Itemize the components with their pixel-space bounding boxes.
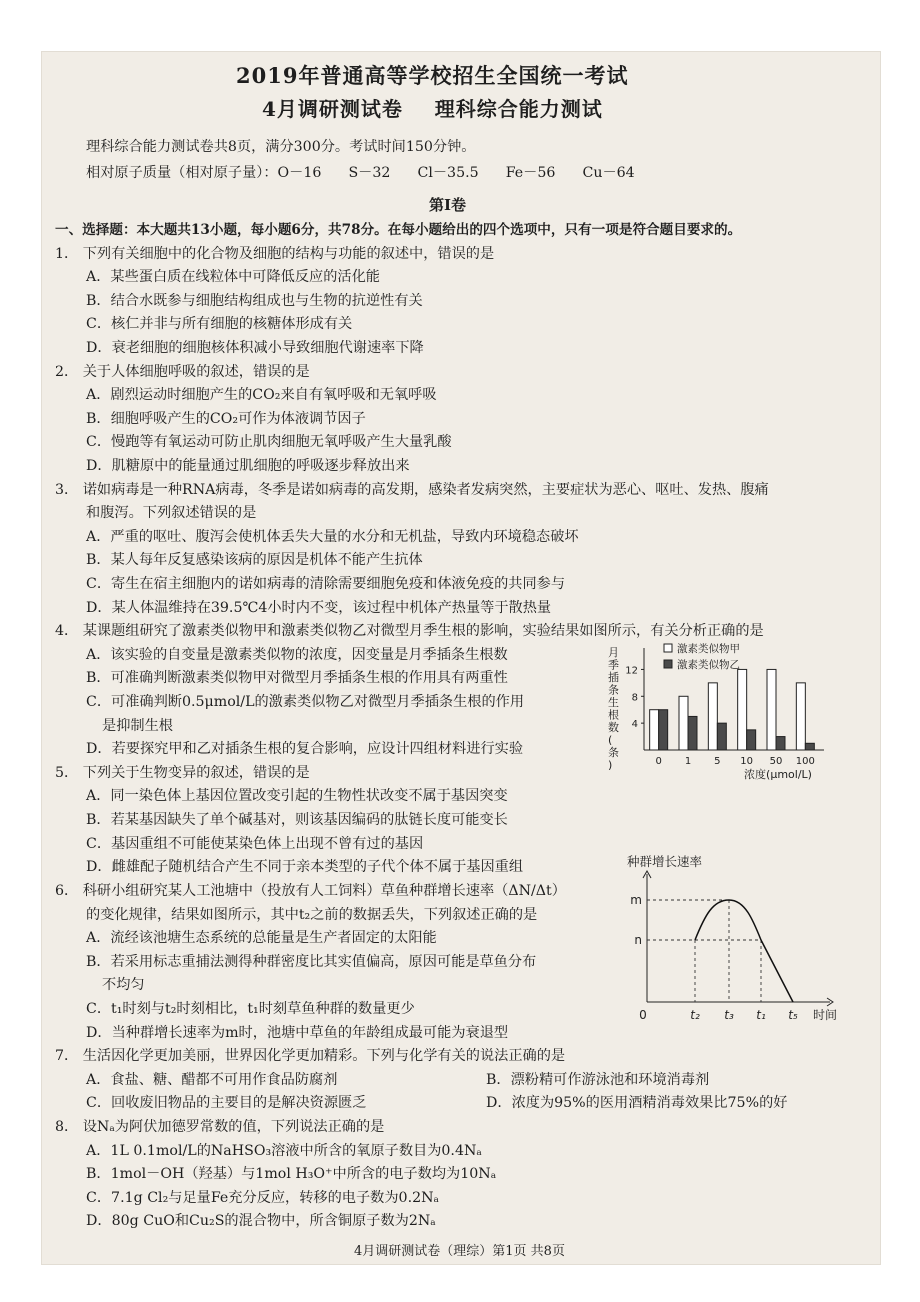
q6-option-b: B．若采用标志重捕法测得种群密度比其实值偏高，原因可能是草鱼分布	[86, 954, 537, 970]
question-3-stem-cont: 和腹泻。下列叙述错误的是	[86, 505, 257, 521]
bar-series-a	[650, 710, 659, 750]
y-axis-label-char: 数	[608, 721, 619, 734]
q3-option-b: B．某人每年反复感染该病的原因是机体不能产生抗体	[86, 552, 423, 568]
question-8-stem: 8． 设Nₐ为阿伏加德罗常数的值，下列说法正确的是	[55, 1119, 385, 1135]
legend-swatch-a	[664, 644, 672, 652]
question-1-stem: 1． 下列有关细胞中的化合物及细胞的结构与功能的叙述中，错误的是	[55, 246, 495, 262]
y-axis-label-char: 生	[608, 696, 619, 709]
q6-option-a: A．流经该池塘生态系统的总能量是生产者固定的太阳能	[86, 930, 437, 946]
y-axis-label-char: (	[608, 733, 613, 747]
q8-option-a: A．1L 0.1mol/L的NaHSO₃溶液中所含的氧原子数目为0.4Nₐ	[86, 1143, 482, 1159]
legend-swatch-b	[664, 660, 672, 668]
y-tick-label: 4	[631, 719, 638, 731]
bar-series-a	[767, 669, 776, 750]
q4-option-d: D．若要探究甲和乙对插条生根的复合影响，应设计四组材料进行实验	[86, 741, 524, 757]
q7-option-b: B．漂粉精可作游泳池和环境消毒剂	[486, 1072, 710, 1088]
instructions: 一、选择题：本大题共13小题，每小题6分，共78分。在每小题给出的四个选项中，只有一项是符合题目要求的。	[55, 222, 742, 238]
q6-option-c: C．t₁时刻与t₂时刻相比，t₁时刻草鱼种群的数量更少	[86, 1001, 415, 1017]
q4-option-c-cont: 是抑制生根	[102, 718, 173, 734]
question-2-stem: 2． 关于人体细胞呼吸的叙述，错误的是	[55, 364, 310, 380]
q8-option-c: C．7.1g Cl₂与足量Fe充分反应，转移的电子数为0.2Nₐ	[86, 1190, 440, 1206]
x-mark-label: t₂	[690, 1008, 700, 1022]
x-tick-label: 100	[795, 756, 815, 767]
question-4-stem: 4． 某课题组研究了激素类似物甲和激素类似物乙对微型月季生根的影响，实验结果如图所示，有关分析正确的是	[55, 623, 764, 639]
q5-option-c: C．基因重组不可能使某染色体上出现不曾有过的基因	[86, 836, 424, 852]
q4-option-a: A．该实验的自变量是激素类似物的浓度，因变量是月季插条生根数	[86, 647, 508, 663]
q2-option-c: C．慢跑等有氧运动可防止肌肉细胞无氧呼吸产生大量乳酸	[86, 434, 452, 450]
x-mark-label: t₁	[756, 1008, 766, 1022]
x-tick-label: 1	[684, 756, 692, 767]
x-axis-label: 时间	[812, 1008, 838, 1022]
q8-option-b: B．1mol－OH（羟基）与1mol H₃O⁺中所含的电子数均为10Nₐ	[86, 1166, 497, 1182]
x-mark-label: 0	[639, 1008, 647, 1022]
q1-option-b: B．结合水既参与细胞结构组成也与生物的抗逆性有关	[86, 293, 423, 309]
exam-title: 2019年普通高等学校招生全国统一考试	[236, 63, 629, 88]
q8-option-d: D．80g CuO和Cu₂S的混合物中，所含铜原子数为2Nₐ	[86, 1213, 436, 1229]
y-axis-label-char: 季	[608, 658, 619, 672]
x-tick-label: 10	[740, 756, 754, 767]
bar-series-b	[659, 710, 668, 750]
q4-option-b: B．可准确判断激素类似物甲对微型月季插条生根的作用具有两重性	[86, 670, 508, 686]
growth-rate-curve	[695, 900, 793, 1002]
y-mark-label: m	[630, 893, 642, 907]
bar-series-b	[717, 723, 726, 750]
rooting-bar-chart	[600, 640, 870, 785]
y-tick-label: 8	[631, 692, 638, 704]
bar-series-a	[679, 696, 688, 750]
q5-option-b: B．若某基因缺失了单个碱基对，则该基因编码的肽链长度可能变长	[86, 812, 508, 828]
bar-series-a	[708, 683, 717, 750]
q5-option-d: D．雌雄配子随机结合产生不同于亲本类型的子代个体不属于基因重组	[86, 859, 524, 875]
q3-option-a: A．严重的呕吐、腹泻会使机体丢失大量的水分和无机盐，导致内环境稳态破坏	[86, 529, 579, 545]
legend-label-a: 激素类似物甲	[677, 643, 740, 655]
q1-option-a: A．某些蛋白质在线粒体中可降低反应的活化能	[86, 269, 380, 285]
y-tick-label: 12	[625, 665, 638, 677]
question-6-stem: 6． 科研小组研究某人工池塘中（投放有人工饲料）草鱼种群增长速率（ΔN/Δt）	[55, 883, 566, 899]
atomic-masses: 相对原子质量（相对原子量）：O－16 S－32 Cl－35.5 Fe－56 Cu－64	[86, 165, 635, 181]
x-mark-label: t₅	[788, 1008, 798, 1022]
bar-series-b	[688, 716, 697, 750]
y-axis-label-char: 根	[608, 708, 619, 722]
y-axis-label-char: )	[608, 758, 613, 772]
q1-option-c: C．核仁并非与所有细胞的核糖体形成有关	[86, 316, 353, 332]
q5-option-a: A．同一染色体上基因位置改变引起的生物性状改变不属于基因突变	[86, 788, 508, 804]
q4-option-c: C．可准确判断0.5μmol/L的激素类似物乙对微型月季插条生根的作用	[86, 694, 525, 710]
q2-option-d: D．肌糖原中的能量通过肌细胞的呼吸逐步释放出来	[86, 458, 410, 474]
chart-title: 种群增长速率	[627, 854, 703, 869]
page-footer: 4月调研测试卷（理综）第1页 共8页	[354, 1244, 565, 1259]
x-tick-label: 50	[769, 756, 783, 767]
x-axis-label: 浓度(μmol/L)	[744, 768, 812, 781]
bar-series-a	[738, 669, 747, 750]
q7-option-c: C．回收废旧物品的主要目的是解决资源匮乏	[86, 1095, 367, 1111]
x-tick-label: 0	[655, 756, 662, 767]
section-title: 第Ⅰ卷	[429, 196, 467, 214]
y-axis-label-char: 月	[608, 646, 619, 659]
legend-label-b: 激素类似物乙	[677, 659, 740, 671]
q2-option-a: A．剧烈运动时细胞产生的CO₂来自有氧呼吸和无氧呼吸	[86, 387, 437, 403]
y-axis-label-char: 条	[608, 683, 619, 697]
x-tick-label: 5	[714, 756, 721, 767]
q6-option-b-cont: 不均匀	[102, 977, 145, 993]
q2-option-b: B．细胞呼吸产生的CO₂可作为体液调节因子	[86, 411, 366, 427]
question-5-stem: 5． 下列关于生物变异的叙述，错误的是	[55, 765, 310, 781]
question-6-stem-cont: 的变化规律，结果如图所示，其中t₂之前的数据丢失，下列叙述正确的是	[86, 907, 538, 923]
y-axis-label-char: 插	[608, 671, 619, 684]
question-3-stem: 3． 诺如病毒是一种RNA病毒，冬季是诺如病毒的高发期，感染者发病突然，主要症状为恶心、呕吐、发热、腹痛	[55, 482, 769, 498]
bar-series-a	[796, 683, 805, 750]
y-mark-label: n	[634, 933, 642, 947]
exam-subtitle: 4月调研测试卷 理科综合能力测试	[262, 97, 603, 121]
q7-option-a: A．食盐、糖、醋都不可用作食品防腐剂	[86, 1072, 338, 1088]
exam-info: 理科综合能力测试卷共8页，满分300分。考试时间150分钟。	[86, 139, 476, 155]
bar-series-b	[747, 730, 756, 750]
x-mark-label: t₃	[724, 1008, 734, 1022]
bar-series-b	[805, 743, 814, 750]
q3-option-d: D．某人体温维持在39.5℃4小时内不变，该过程中机体产热量等于散热量	[86, 600, 552, 616]
q3-option-c: C．寄生在宿主细胞内的诺如病毒的清除需要细胞免疫和体液免疫的共同参与	[86, 576, 566, 592]
q7-option-d: D．浓度为95%的医用酒精消毒效果比75%的好	[486, 1095, 788, 1111]
q6-option-d: D．当种群增长速率为m时，池塘中草鱼的年龄组成最可能为衰退型	[86, 1025, 509, 1041]
q1-option-d: D．衰老细胞的细胞核体积减小导致细胞代谢速率下降	[86, 340, 424, 356]
y-axis-label-char: 条	[608, 746, 619, 759]
growth-rate-chart	[625, 852, 850, 1030]
bar-series-b	[776, 737, 785, 750]
question-7-stem: 7． 生活因化学更加美丽，世界因化学更加精彩。下列与化学有关的说法正确的是	[55, 1048, 566, 1064]
